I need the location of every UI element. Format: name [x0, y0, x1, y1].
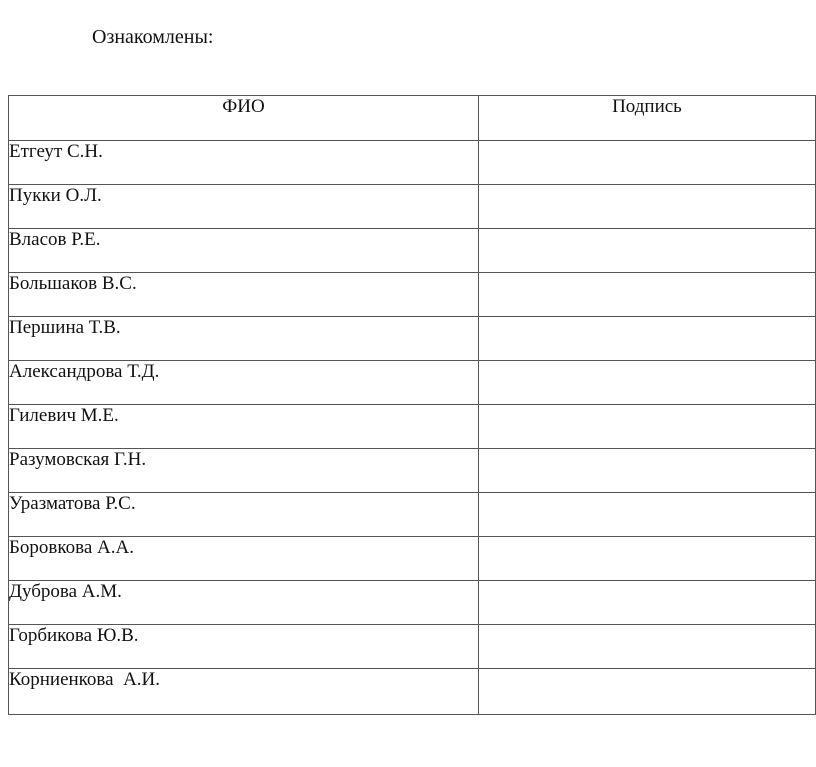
column-header-signature: Подпись	[478, 96, 815, 141]
table-row	[9, 493, 816, 537]
page-heading: Ознакомлены:	[92, 26, 214, 48]
table-header-row	[9, 96, 816, 141]
signature-cell	[478, 229, 815, 273]
table-row	[9, 405, 816, 449]
signature-cell	[478, 185, 815, 229]
name-cell: Дуброва А.М.	[9, 581, 479, 625]
table-row	[9, 669, 816, 715]
table-row	[9, 361, 816, 405]
name-cell: Боровкова А.А.	[9, 537, 479, 581]
name-cell: Першина Т.В.	[9, 317, 479, 361]
name-cell: Горбикова Ю.В.	[9, 625, 479, 669]
name-cell: Власов Р.Е.	[9, 229, 479, 273]
signature-cell	[478, 449, 815, 493]
name-cell: Большаков В.С.	[9, 273, 479, 317]
signature-cell	[478, 317, 815, 361]
signature-cell	[478, 669, 815, 715]
name-cell: Гилевич М.Е.	[9, 405, 479, 449]
table-row	[9, 581, 816, 625]
name-cell: Пукки О.Л.	[9, 185, 479, 229]
table-row	[9, 185, 816, 229]
name-cell: Уразматова Р.С.	[9, 493, 479, 537]
table-row	[9, 537, 816, 581]
signature-cell	[478, 581, 815, 625]
signature-cell	[478, 273, 815, 317]
signature-cell	[478, 625, 815, 669]
name-cell: Етгеут С.Н.	[9, 141, 479, 185]
signature-cell	[478, 537, 815, 581]
signature-cell	[478, 405, 815, 449]
signature-cell	[478, 361, 815, 405]
name-cell: Александрова Т.Д.	[9, 361, 479, 405]
signature-cell	[478, 493, 815, 537]
table-row	[9, 273, 816, 317]
table-row	[9, 449, 816, 493]
name-cell: Корниенкова А.И.	[9, 669, 479, 715]
column-header-name: ФИО	[9, 96, 479, 141]
table-row	[9, 229, 816, 273]
table-row	[9, 141, 816, 185]
signature-cell	[478, 141, 815, 185]
signature-table	[8, 95, 816, 715]
table-row	[9, 625, 816, 669]
table-row	[9, 317, 816, 361]
name-cell: Разумовская Г.Н.	[9, 449, 479, 493]
